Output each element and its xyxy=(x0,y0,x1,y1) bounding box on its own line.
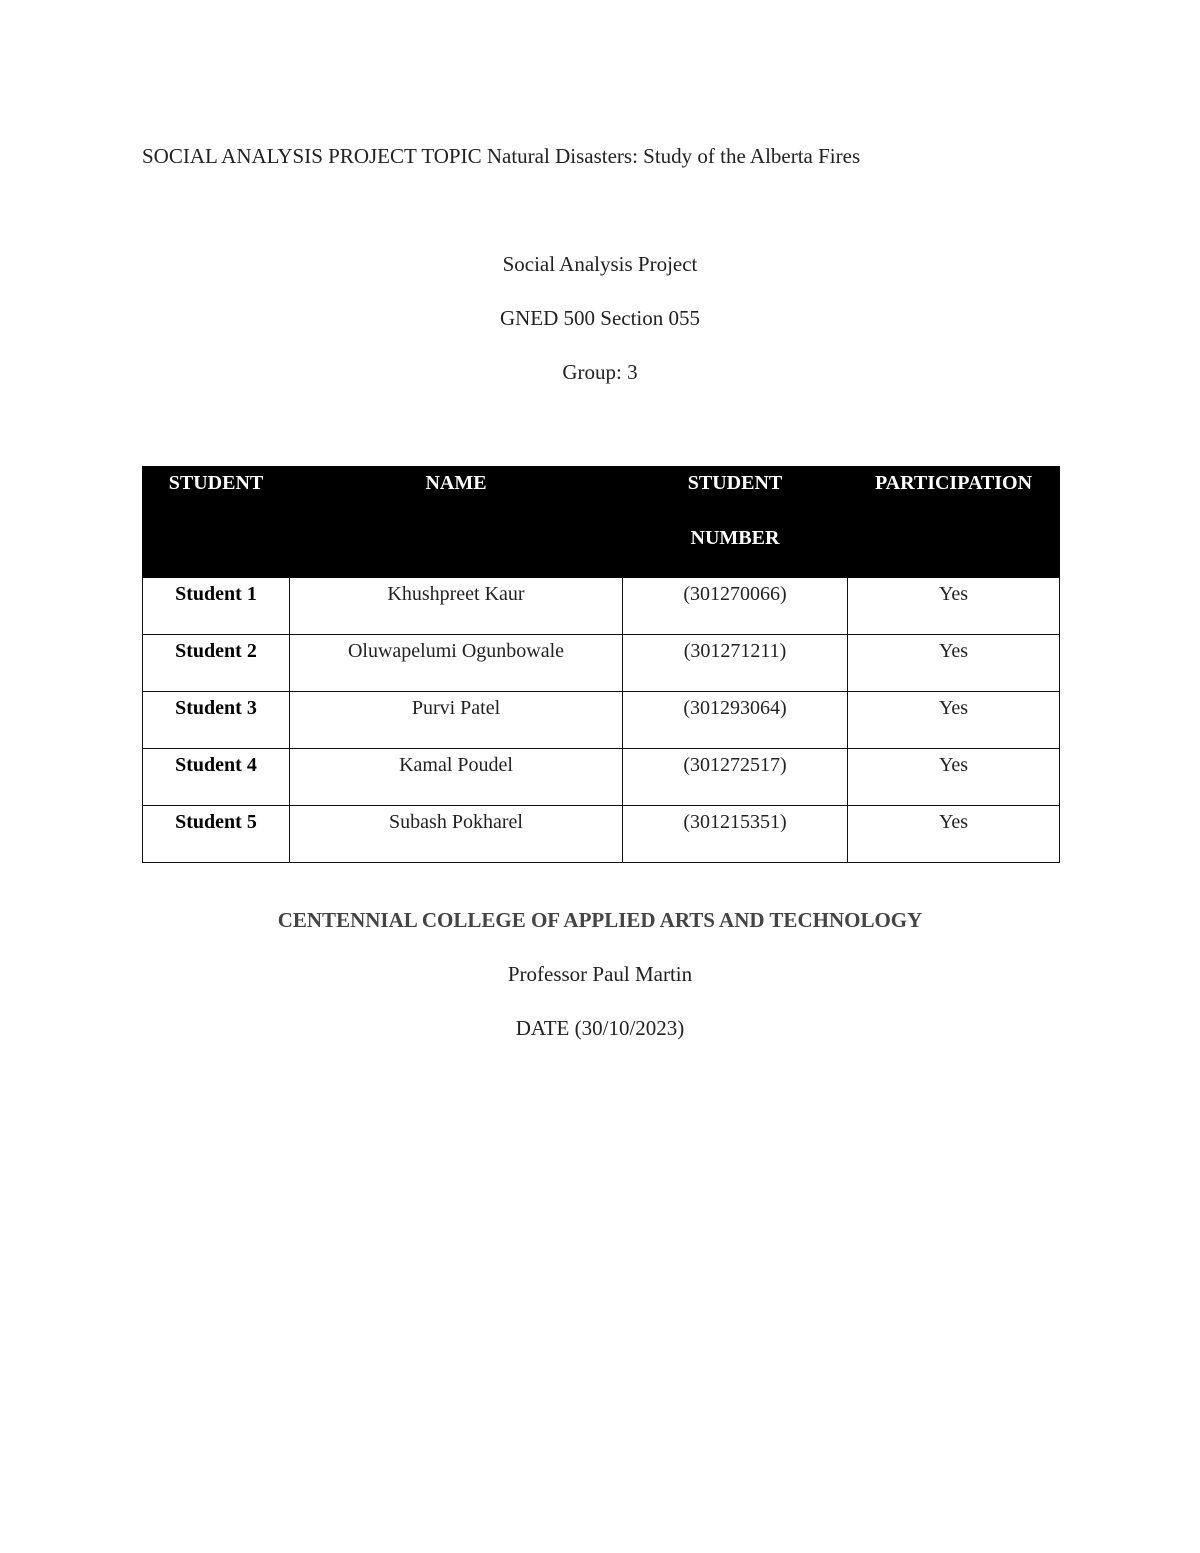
table-row xyxy=(143,806,1060,863)
table-header-row xyxy=(143,467,1060,578)
header-student: STUDENT xyxy=(143,467,290,578)
table-row xyxy=(143,749,1060,806)
student-participation: Yes xyxy=(848,635,1060,692)
student-name: Khushpreet Kaur xyxy=(290,578,623,635)
submission-date: DATE (30/10/2023) xyxy=(515,1016,685,1040)
student-number: (301215351) xyxy=(623,806,848,863)
student-label: Student 2 xyxy=(143,635,290,692)
student-name: Subash Pokharel xyxy=(290,806,623,863)
project-name: Social Analysis Project xyxy=(502,252,698,276)
student-name: Kamal Poudel xyxy=(290,749,623,806)
college-name: CENTENNIAL COLLEGE OF APPLIED ARTS AND TECHNOLOGY xyxy=(277,908,923,932)
student-participation: Yes xyxy=(848,806,1060,863)
student-label: Student 3 xyxy=(143,692,290,749)
student-label: Student 5 xyxy=(143,806,290,863)
student-label: Student 1 xyxy=(143,578,290,635)
document-title: SOCIAL ANALYSIS PROJECT TOPIC Natural Disasters: Study of the Alberta Fires xyxy=(142,144,861,168)
student-number: (301271211) xyxy=(623,635,848,692)
header-student-number-line1: STUDENT xyxy=(687,472,783,494)
course-section: GNED 500 Section 055 xyxy=(499,306,701,330)
group-number: Group: 3 xyxy=(562,360,638,384)
student-number: (301293064) xyxy=(623,692,848,749)
professor-name: Professor Paul Martin xyxy=(507,962,693,986)
table-row xyxy=(143,578,1060,635)
student-number: (301270066) xyxy=(623,578,848,635)
student-name: Purvi Patel xyxy=(290,692,623,749)
table-row xyxy=(143,692,1060,749)
table-row xyxy=(143,635,1060,692)
student-participation: Yes xyxy=(848,749,1060,806)
student-participation: Yes xyxy=(848,578,1060,635)
header-student-number-line2: NUMBER xyxy=(690,527,780,549)
header-participation: PARTICIPATION xyxy=(848,467,1060,578)
student-number: (301272517) xyxy=(623,749,848,806)
student-roster-table xyxy=(142,466,1060,863)
student-label: Student 4 xyxy=(143,749,290,806)
student-participation: Yes xyxy=(848,692,1060,749)
header-student-number xyxy=(623,467,848,578)
header-name: NAME xyxy=(290,467,623,578)
student-name: Oluwapelumi Ogunbowale xyxy=(290,635,623,692)
